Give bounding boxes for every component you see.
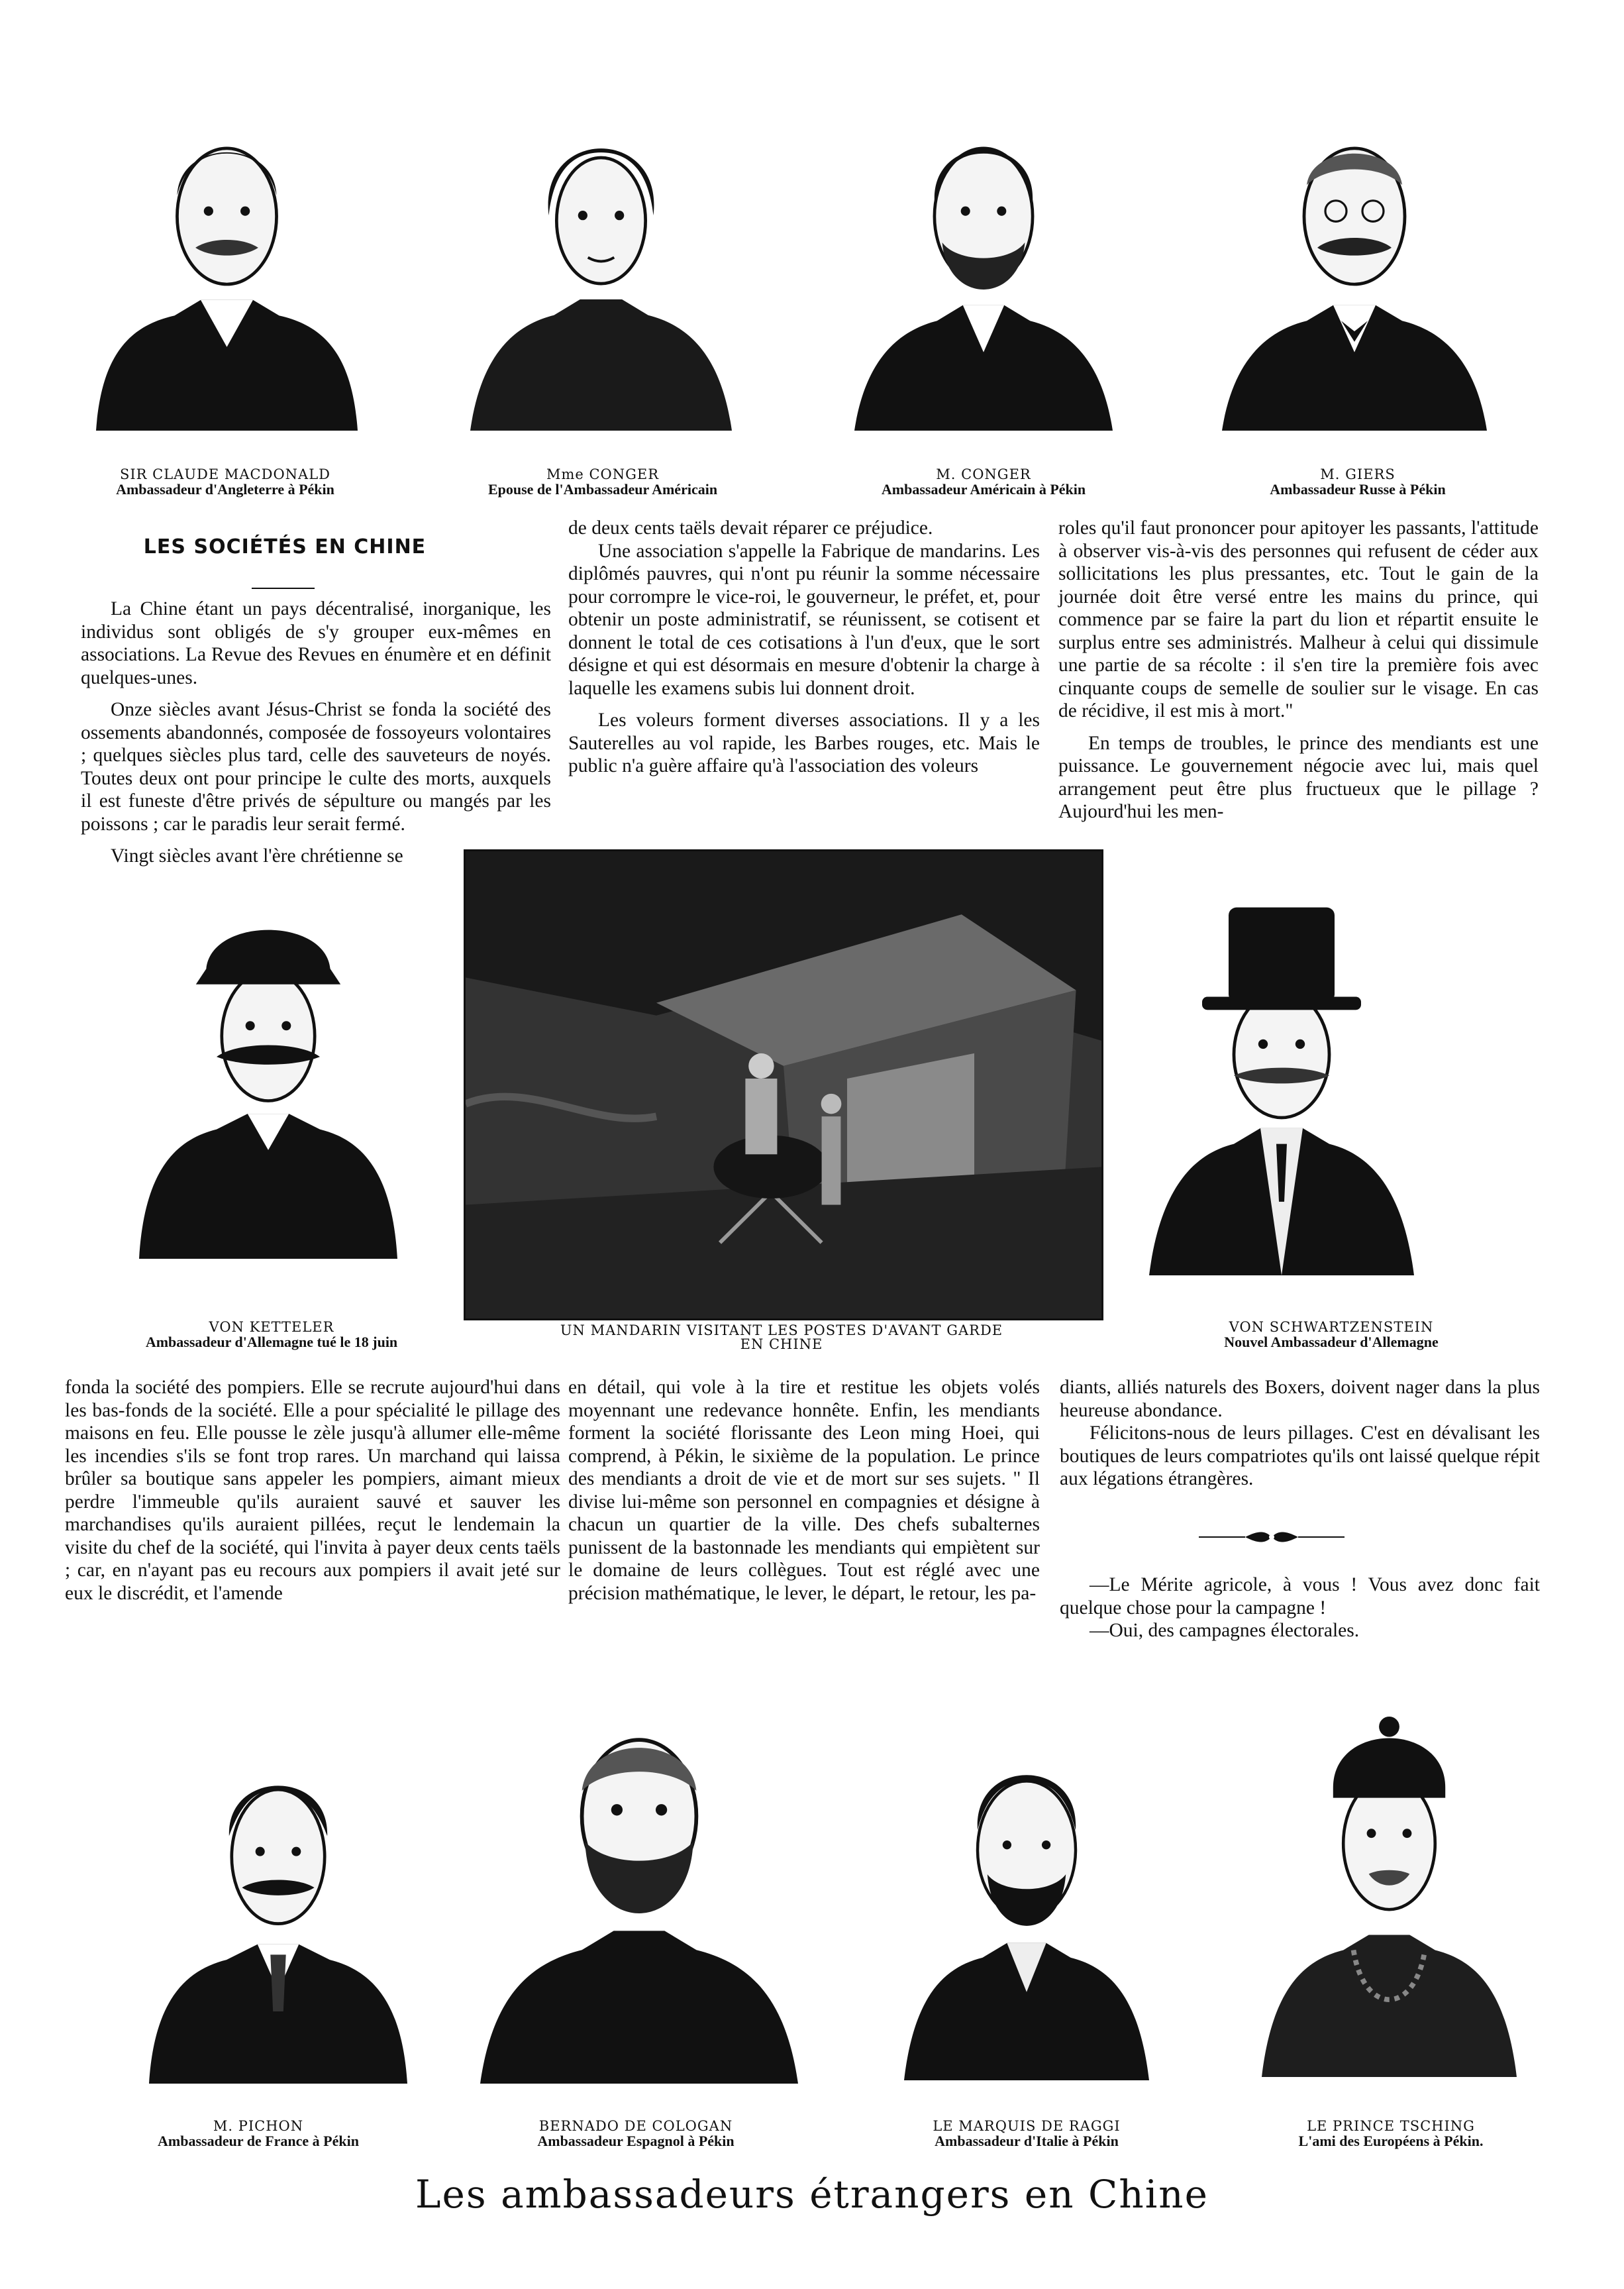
- name-von-schwartzenstein: VON SCHWARTZENSTEIN: [1229, 1319, 1434, 1335]
- caption-prince-tsching: [1245, 2119, 1537, 2149]
- col2-bottom-para-1: en détail, qui vole à la tire et restitue les objets volés moyennant une redevance honnête. Enfin, les mendiants forment la société florissante des Leon ming Hoei, qui comprend, à Pékin, le sixième de la population. Le prince des mendiants a droit de vie et de mort sur ses sujets. " Il divise lui-même son personnel en compagnies et désigne à chacun un quartier de la ville. Des chefs subalternes punissent de la bastonnade les mendiants qui empiètent sur le domaine de leurs collègues. Tout est réglé avec une précision mathématique, le lever, le départ, le retour, les pa-: [568, 1377, 1040, 1604]
- col1-top-para-2: Onze siècles avant Jésus-Christ se fonda la société des ossements abandonnés, composée de fossoyeurs volontaires ; quelques siècles plus tard, celle des sauveteurs de noyés. Toutes deux ont pour principe le culte des morts, auxquels il est funeste d'être privés de sépulture ou mangés par les poissons ; car le paradis leur serait fermé.: [81, 699, 551, 835]
- portrait-von-schwartzenstein: [1149, 881, 1414, 1275]
- photo-caption: [464, 1324, 1099, 1352]
- portrait-mme-conger: [470, 89, 732, 431]
- desc-prince-tsching: L'ami des Européens à Pékin.: [1298, 2133, 1484, 2150]
- col2-top-para-3: Les voleurs forment diverses associations. Il y a les Sauterelles au vol rapide, les Barbes rouges, etc. Mais le public n'a guère affaire qu'à l'association des voleurs: [568, 710, 1040, 776]
- desc-pichon: Ambassadeur de France à Pékin: [158, 2133, 359, 2150]
- caption-bernado-de-cologan: [490, 2119, 782, 2149]
- name-prince-tsching: LE PRINCE TSCHING: [1307, 2118, 1475, 2134]
- caption-mme-conger: [457, 467, 748, 497]
- article-headline: LES SOCIÉTÉS EN CHINE: [143, 535, 427, 559]
- portrait-pichon: [149, 1723, 407, 2084]
- col1-bottom-para-1: fonda la société des pompiers. Elle se recrute aujourd'hui dans les bas-fonds de la société. Elle a pour spécialité le pillage des maisons en feu. Elle pousse le zèle jusqu'à allumer elle-même les incendies s'ils se font trop rares. Un marchand qui laissa brûler sa boutique sans appeler les pompiers, aimant mieux perdre l'immeuble qu'ils auraient sauvé et sauver les marchandises qu'ils auraient pillées, reçut le lendemain la visite du chef de la société, qui l'invita à payer deux cents taëls ; car, en n'ayant pas eu recours aux pompiers il avait jeté sur eux le discrédit, et l'amende: [65, 1377, 560, 1604]
- desc-bernado-de-cologan: Ambassadeur Espagnol à Pékin: [537, 2133, 735, 2150]
- page-title: Les ambassadeurs étrangers en Chine: [415, 2172, 1209, 2217]
- portrait-macdonald: [96, 96, 358, 431]
- desc-marquis-de-raggi: Ambassadeur d'Italie à Pékin: [935, 2133, 1119, 2150]
- caption-macdonald: [73, 467, 378, 497]
- caption-m-conger: [848, 467, 1119, 497]
- headline-rule: [252, 588, 315, 589]
- name-pichon: M. PICHON: [213, 2118, 304, 2134]
- portrait-prince-tsching: [1262, 1686, 1517, 2077]
- name-marquis-de-raggi: LE MARQUIS DE RAGGI: [933, 2118, 1121, 2134]
- col3-bottom-para-1: diants, alliés naturels des Boxers, doivent nager dans la plus heureuse abondance.: [1060, 1377, 1540, 1421]
- col2-top-para-2: Une association s'appelle la Fabrique de mandarins. Les diplômés pauvres, qui n'ont pu réunir la somme nécessaire pour corrompre le vice-roi, le gouverneur, le préfet, et, pour obtenir un poste administratif, se réunissent, se cotisent et donnent le total de ces cotisations à l'un d'eux, que le sort désigne et qui est désormais en mesure d'obtenir la charge à laquelle les examens subis lui donnent droit.: [568, 540, 1040, 699]
- col3-top-para-2: En temps de troubles, le prince des mendiants est une puissance. Le gouvernement négocie avec lui, mais quel arrangement peut être plus fructueux que le pillage ? Aujourd'hui les men-: [1058, 732, 1539, 822]
- portrait-m-conger: [854, 96, 1113, 431]
- joke-dialogue: [1060, 1573, 1540, 1642]
- desc-giers: Ambassadeur Russe à Pékin: [1270, 481, 1446, 498]
- name-macdonald: SIR CLAUDE MACDONALD: [120, 466, 330, 482]
- desc-macdonald: Ambassadeur d'Angleterre à Pékin: [116, 481, 334, 498]
- column-1-bottom: [65, 1376, 560, 1605]
- col1-top-para-1: La Chine étant un pays décentralisé, inorganique, les individus sont obligés de s'y grouper eux-mêmes en associations. La Revue des Revues en énumère et en définit quelques-unes.: [81, 598, 551, 688]
- caption-giers: [1225, 467, 1490, 497]
- joke-line-1: —Le Mérite agricole, à vous ! Vous avez donc fait quelque chose pour la campagne !: [1060, 1574, 1540, 1619]
- column-2-top: [568, 517, 1040, 778]
- column-1-top: [81, 598, 551, 868]
- caption-von-schwartzenstein: [1179, 1320, 1484, 1350]
- desc-m-conger: Ambassadeur Américain à Pékin: [881, 481, 1086, 498]
- photo-caption-line-1: UN MANDARIN VISITANT LES POSTES D'AVANT GARDE: [560, 1322, 1003, 1338]
- portrait-giers: [1222, 96, 1487, 431]
- column-3-bottom: [1060, 1376, 1540, 1491]
- mandarin-photograph: [464, 849, 1103, 1320]
- name-von-ketteler: VON KETTELER: [209, 1319, 334, 1335]
- caption-von-ketteler: [99, 1320, 444, 1350]
- column-3-top: [1058, 517, 1539, 824]
- caption-pichon: [106, 2119, 411, 2149]
- desc-von-ketteler: Ambassadeur d'Allemagne tué le 18 juin: [145, 1334, 398, 1351]
- portrait-marquis-de-raggi: [904, 1703, 1149, 2080]
- name-bernado-de-cologan: BERNADO DE COLOGAN: [538, 2118, 733, 2134]
- desc-von-schwartzenstein: Nouvel Ambassadeur d'Allemagne: [1224, 1334, 1439, 1351]
- portrait-von-ketteler: [139, 891, 397, 1259]
- section-ornament: [1199, 1529, 1345, 1545]
- name-giers: M. GIERS: [1320, 466, 1396, 482]
- portrait-bernado-de-cologan: [480, 1676, 798, 2084]
- desc-mme-conger: Epouse de l'Ambassadeur Américain: [487, 481, 718, 498]
- photo-caption-line-2: EN CHINE: [740, 1336, 823, 1352]
- col1-top-para-3: Vingt siècles avant l'ère chrétienne se: [111, 845, 403, 867]
- caption-marquis-de-raggi: [888, 2119, 1166, 2149]
- col3-top-para-1: roles qu'il faut prononcer pour apitoyer les passants, l'attitude à observer vis-à-vis des personnes qui refusent de céder aux sollicitations les plus pressantes, etc. Tout le gain de la journée doit être versé entre les mains du prince, qui commence par se faire la part du lion et répartit ensuite le surplus entre ses administrés. Malheur à celui qui dissimule une partie de sa récolte : il s'en tire la première fois avec cinquante coups de semelle de soulier sur le visage. En cas de récidive, il est mis à mort.": [1058, 517, 1539, 721]
- name-mme-conger: Mme CONGER: [546, 466, 660, 482]
- joke-line-2: —Oui, des campagnes électorales.: [1090, 1620, 1360, 1641]
- name-m-conger: M. CONGER: [936, 466, 1031, 482]
- column-2-bottom: [568, 1376, 1040, 1605]
- col3-bottom-para-2: Félicitons-nous de leurs pillages. C'est en dévalisant les boutiques de leurs compatriotes qu'ils ont laissé quelque répit aux légations étrangères.: [1060, 1422, 1540, 1489]
- col2-top-para-1: de deux cents taëls devait réparer ce préjudice.: [568, 517, 933, 539]
